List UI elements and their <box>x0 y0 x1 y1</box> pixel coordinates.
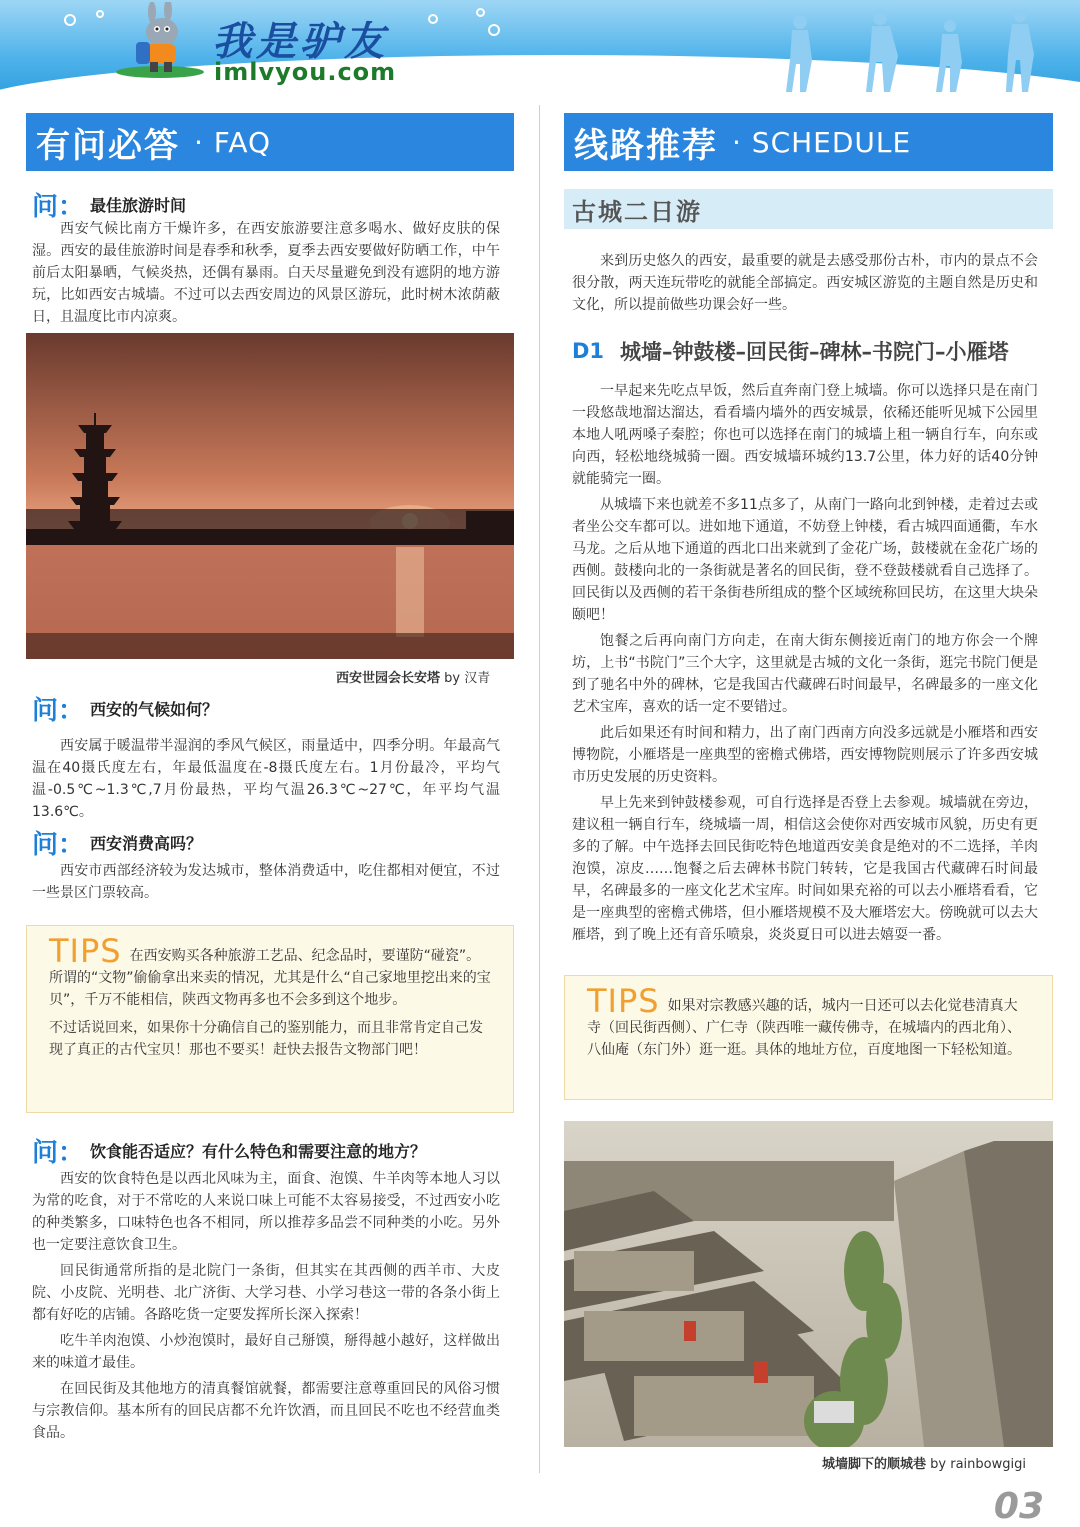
tips-body <box>587 982 1030 1061</box>
column-divider <box>539 105 540 1473</box>
answer-paragraph: 西安的饮食特色是以西北风味为主，面食、泡馍、牛羊肉等本地人习以为常的吃食，对于不常吃的人来说口味上可能不太容易接受，不过西安小吃的种类繁多，口味特色也各不相同，所以推荐多品尝不同种类的小吃。另外也一定要注意饮食卫生。 <box>32 1171 500 1253</box>
answer-paragraph: 在回民街及其他地方的清真餐馆就餐，都需要注意尊重回民的风俗习惯与宗教信仰。基本所有的回民店都不允许饮酒，而且回民不吃也不经营血类食品。 <box>32 1381 500 1441</box>
schedule-paragraph: 早上先来到钟鼓楼参观，可自行选择是否登上去参观。城墙就在旁边，建议租一辆自行车，绕城墙一周，相信这会使你对西安城市风貌，历史有更多的了解。中午选择去回民街吃特色地道西安美食是绝对的不二选择，羊肉泡馍，凉皮……饱餐之后去碑林书院门转转，它是我国古代藏碑石时间最早，名碑最多的一座文化艺术宝库。时间如果充裕的可以去小雁塔看看，它是一座典型的密檐式佛塔，但小雁塔规模不及大雁塔宏大。傍晚就可以去大雁塔，到了晚上还有音乐喷泉，炎炎夏日可以进去嬉耍一番。 <box>572 795 1038 943</box>
donkey-mascot-icon <box>110 2 210 82</box>
question-title: 西安的气候如何？ <box>90 700 219 719</box>
schedule-heading-cn: 线路推荐 <box>574 125 718 166</box>
question-title: 饮食能否适应？有什么特色和需要注意的地方？ <box>90 1142 427 1161</box>
city-wall-lane-photo <box>564 1121 1053 1447</box>
tips-paragraph: 在西安购买各种旅游工艺品、纪念品时，要谨防“碰瓷”。所谓的“文物”偷偷拿出来卖的情况，尤其是什么“自己家地里挖出来的宝贝”，千万不能相信，陕西文物再多也不会多到这个地步。 <box>49 948 491 1008</box>
schedule-section-heading <box>564 113 1053 171</box>
faq-answer-1 <box>32 218 500 332</box>
faq-answer-2 <box>32 735 500 827</box>
photo-caption-2 <box>822 1453 1026 1472</box>
question-title: 西安消费高吗？ <box>90 834 203 853</box>
day-1-heading <box>572 336 1009 366</box>
bubble-decoration <box>476 8 485 17</box>
tips-body <box>49 932 491 1061</box>
answer-paragraph: 西安市西部经济较为发达城市，整体消费适中，吃住都相对便宜，不过一些景区门票较高。 <box>32 863 500 901</box>
question-mark-label: 问： <box>32 830 85 860</box>
caption-title: 西安世园会长安塔 <box>336 671 441 686</box>
schedule-intro <box>572 250 1038 320</box>
logo-chinese: 我是驴友 <box>212 19 388 65</box>
tips-label: TIPS <box>49 932 122 970</box>
faq-answer-4 <box>32 1168 500 1448</box>
day-1-body <box>572 380 1038 950</box>
faq-answer-3 <box>32 860 500 908</box>
answer-paragraph: 西安属于暖温带半湿润的季风气候区，雨量适中，四季分明。年最高气温在40摄氏度左右，年最低温度在-8摄氏度左右。1月份最冷，平均气温-0.5℃~1.3℃,7月份最热，平均气温26.3℃~27℃，年平均气温13.6℃。 <box>32 738 500 820</box>
sunset-pagoda-photo <box>26 333 514 659</box>
question-mark-label: 问： <box>32 1138 85 1168</box>
page-number: 03 <box>993 1486 1044 1527</box>
faq-question-4 <box>32 1132 426 1169</box>
question-mark-label: 问： <box>32 696 85 726</box>
schedule-paragraph: 饱餐之后再向南门方向走，在南大街东侧接近南门的地方你会一个牌坊，上书“书院门”三个大字，这里就是古城的文化一条街，逛完书院门便是到了驰名中外的碑林，它是我国古代藏碑石时间最早，名碑最多的一座文化艺术宝库，喜欢的话一定不要错过。 <box>572 633 1038 715</box>
bubble-decoration <box>428 14 438 24</box>
schedule-heading-en: · SCHEDULE <box>732 125 912 159</box>
question-title: 最佳旅游时间 <box>90 196 187 215</box>
day-label: D1 <box>572 339 605 363</box>
caption-title: 城墙脚下的顺城巷 <box>822 1457 927 1472</box>
intro-paragraph: 来到历史悠久的西安，最重要的就是去感受那份古朴，市内的景点不会很分散，两天连玩带吃的就能全部搞定。西安城区游览的主题自然是历史和文化，所以提前做些功课会好一些。 <box>572 253 1038 313</box>
schedule-paragraph: 从城墙下来也就差不多11点多了，从南门一路向北到钟楼，走着过去或者坐公交车都可以。进如地下通道，不妨登上钟楼，看古城四面通衢，车水马龙。之后从地下通道的西北口出来就到了金花广场，鼓楼就在金花广场的西侧。鼓楼向北的一条街就是著名的回民街，登不登鼓楼就看自己选择了。回民街以及西侧的若干条街巷所组成的整个区域统称回民坊，在这里大块朵颐吧！ <box>572 497 1038 623</box>
answer-paragraph: 吃牛羊肉泡馍、小炒泡馍时，最好自己掰馍，掰得越小越好，这样做出来的味道才最佳。 <box>32 1333 500 1371</box>
header-banner <box>0 0 1080 96</box>
tips-paragraph: 不过话说回来，如果你十分确信自己的鉴别能力，而且非常肯定自己发现了真正的古代宝贝！那也不要买！赶快去报告文物部门吧！ <box>49 1020 483 1058</box>
faq-tips-box <box>26 925 514 1113</box>
answer-paragraph: 西安气候比南方干燥许多，在西安旅游要注意多喝水、做好皮肤的保湿。西安的最佳旅游时间是春季和秋季，夏季去西安要做好防晒工作，中午前后太阳暴晒，气候炎热，还偶有暴雨。白天尽量避免到没有遮阴的地方游玩，比如西安古城墙。不过可以去西安周边的风景区游玩，此时树木浓荫蔽日，且温度比市内凉爽。 <box>32 221 500 325</box>
sub-heading-text: 古城二日游 <box>572 197 702 226</box>
question-mark-label: 问： <box>32 192 85 222</box>
caption-credit: by 汉青 <box>440 671 491 686</box>
tips-label: TIPS <box>587 982 660 1020</box>
day-route: 城墙–钟鼓楼–回民街–碑林–书院门–小雁塔 <box>620 340 1009 364</box>
faq-section-heading <box>26 113 514 171</box>
faq-heading-cn: 有问必答 <box>36 125 180 166</box>
two-day-tour-heading <box>564 189 1053 229</box>
schedule-paragraph: 此后如果还有时间和精力，出了南门西南方向没多远就是小雁塔和西安博物院，小雁塔是一座典型的密檐式佛塔，西安博物院则展示了许多西安城市历史发展的历史资料。 <box>572 725 1038 785</box>
tips-paragraph: 如果对宗教感兴趣的话，城内一日还可以去化觉巷清真大寺（回民街西侧）、广仁寺（陕西唯一藏传佛寺，在城墙内的西北角）、八仙庵（东门外）逛一逛。具体的地址方位，百度地图一下轻松知道。 <box>587 998 1021 1058</box>
bubble-decoration <box>64 14 76 26</box>
hikers-silhouette-icon <box>730 4 1060 94</box>
bubble-decoration <box>488 24 500 36</box>
photo-caption-1 <box>336 667 490 686</box>
photo-chang-an-tower <box>26 333 514 659</box>
caption-credit: by rainbowgigi <box>926 1457 1026 1472</box>
faq-question-2 <box>32 690 218 727</box>
answer-paragraph: 回民街通常所指的是北院门一条街，但其实在其西侧的西羊市、大皮院、小皮院、光明巷、北广济街、大学习巷、小学习巷这一带的各条小街上都有好吃的店铺。各路吃货一定要发挥所长深入探索！ <box>32 1263 500 1323</box>
schedule-tips-box <box>564 975 1053 1100</box>
bubble-decoration <box>96 10 104 18</box>
faq-heading-en: · FAQ <box>194 125 272 159</box>
faq-question-3 <box>32 824 202 861</box>
schedule-paragraph: 一早起来先吃点早饭，然后直奔南门登上城墙。你可以选择只是在南门一段悠哉地溜达溜达，看看墙内墙外的西安城景，依稀还能听见城下公园里本地人吼两嗓子秦腔；你也可以选择在南门的城墙上租一辆自行车，向东或向西，轻松地绕城骑一圈。西安城墙环城约13.7公里，体力好的话40分钟就能骑完一圈。 <box>572 383 1038 487</box>
logo-domain: imlvyou.com <box>214 58 397 86</box>
photo-shuncheng-lane <box>564 1121 1053 1447</box>
